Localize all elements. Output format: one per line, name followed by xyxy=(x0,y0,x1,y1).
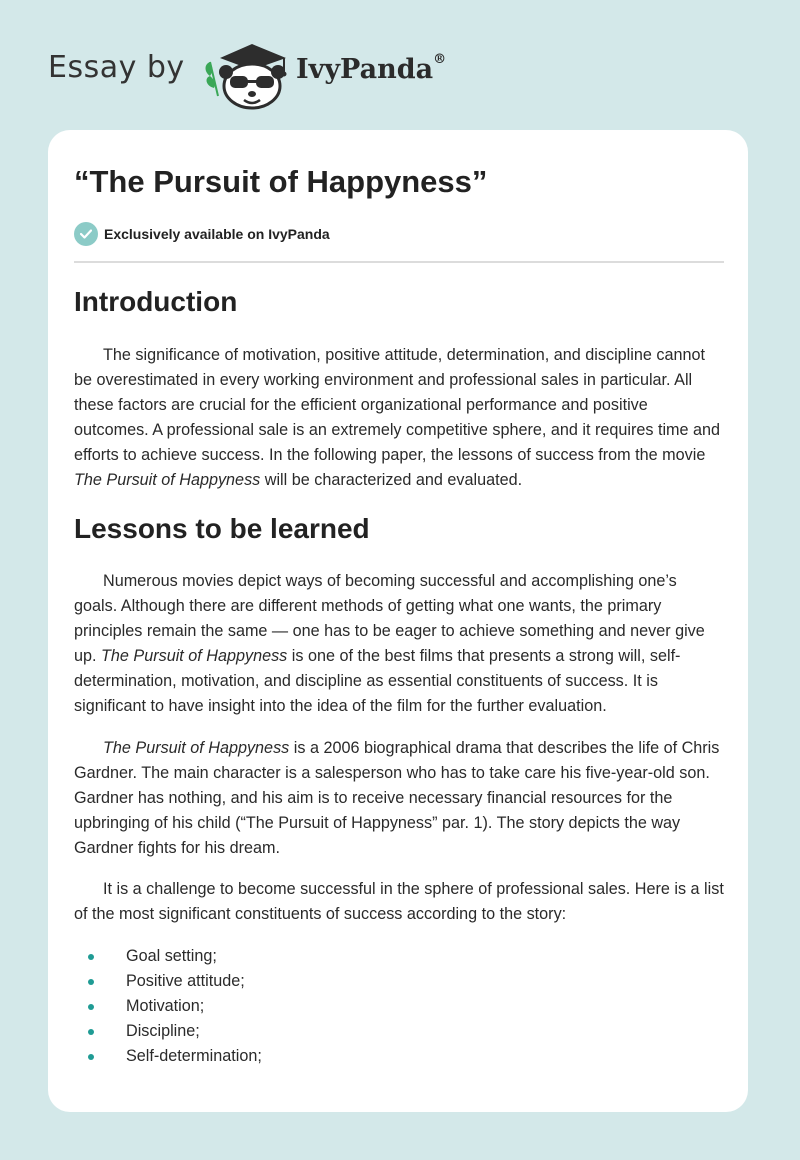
divider xyxy=(74,261,724,263)
bullet-dot-icon xyxy=(88,1054,94,1060)
list-item: Self-determination; xyxy=(74,1044,474,1069)
success-constituents-list xyxy=(74,944,474,1069)
paragraph-introduction: The significance of motivation, positive attitude, determination, and discipline cannot be overestimated in every working environment and professional sales in particular. All these factors are crucial for the efficient organizational performance and positive outcomes. A professional sale is an extremely competitive sphere, and it requires time and efforts to achieve success. In the following paper, the lessons of success from the movie The Pursuit of Happyness will be characterized and evaluated. xyxy=(74,346,721,490)
section-heading-lessons: Lessons to be learned xyxy=(74,513,370,544)
bullet-dot-icon xyxy=(88,954,94,960)
paragraph-lessons-1: Numerous movies depict ways of becoming successful and accomplishing one’s goals. Although there are different methods of getting what one wants, the primary principles remain the same — one has to be eager to achieve something and never give up. The Pursuit of Happyness is one of the best films that presents a strong will, self-determination, motivation, and discipline as essential constituents of success. It is significant to have insight into the idea of the film for the further evaluation. xyxy=(74,572,705,716)
list-item: Positive attitude; xyxy=(74,969,474,994)
registered-mark: ® xyxy=(433,52,447,67)
list-item: Motivation; xyxy=(74,994,474,1019)
bullet-dot-icon xyxy=(88,1029,94,1035)
paragraph-lessons-2: The Pursuit of Happyness is a 2006 biographical drama that describes the life of Chris Gardner. The main character is a salesperson who has to take care his five-year-old son. Gardner has nothing, and his aim is to receive necessary financial resources for the upbringing of his child (“The Pursuit of Happyness” par. 1). The story depicts the way Gardner fights for his dream. xyxy=(74,739,720,858)
paragraph-lessons-3: It is a challenge to become successful in the sphere of professional sales. Here is a list of the most significant constituents of success according to the story: xyxy=(74,880,724,924)
essay-by-label: Essay by xyxy=(48,50,185,85)
bullet-dot-icon xyxy=(88,1004,94,1010)
check-circle-icon xyxy=(74,222,98,246)
essay-title: “The Pursuit of Happyness” xyxy=(74,164,488,199)
exclusive-badge-text: Exclusively available on IvyPanda xyxy=(104,226,330,242)
list-item: Discipline; xyxy=(74,1019,474,1044)
bullet-dot-icon xyxy=(88,979,94,985)
essay-card xyxy=(48,130,748,1112)
section-heading-introduction: Introduction xyxy=(74,286,238,317)
list-item: Goal setting; xyxy=(74,944,474,969)
site-header xyxy=(0,0,800,130)
exclusive-badge xyxy=(74,222,330,246)
brand-name[interactable]: IvyPanda® xyxy=(296,52,447,85)
panda-graduation-cap-icon[interactable] xyxy=(200,36,294,110)
